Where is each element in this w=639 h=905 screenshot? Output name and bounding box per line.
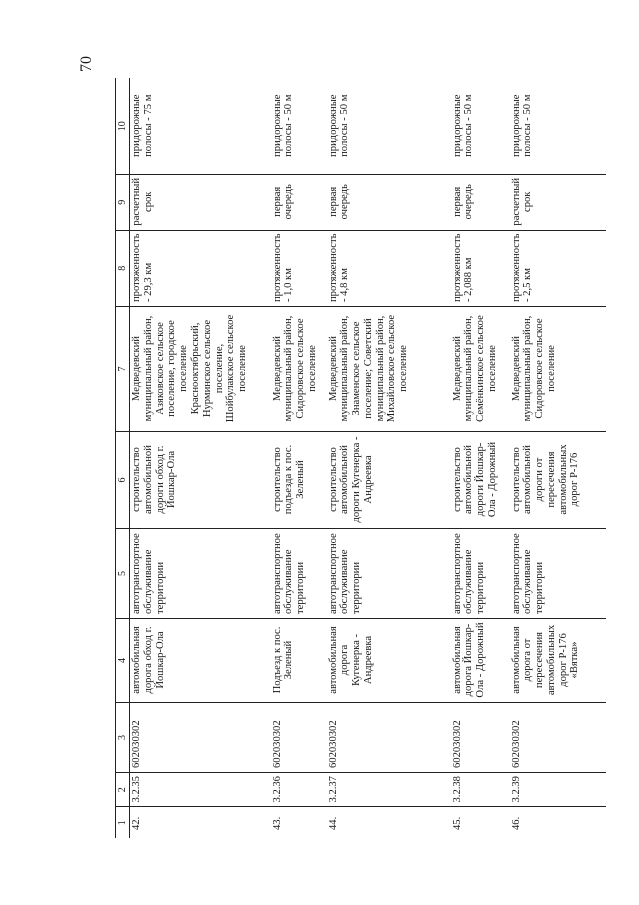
row-number: 44. bbox=[327, 816, 339, 830]
object-name: автомобильная дорога Кугенерка - Андреевка bbox=[327, 619, 451, 703]
implementation-term: расчетный срок bbox=[130, 174, 271, 230]
page-number: 70 bbox=[78, 56, 95, 72]
object-location: Медведевский муниципальный район, Азяковское сельское поселение, городское поселение Краснооктябрьский, Нурминское сельское поселение, Шойбулакское сельское поселение bbox=[130, 307, 271, 432]
object-purpose: автотранспортное обслуживание территории bbox=[130, 529, 271, 619]
okato-code: 602030302 bbox=[271, 703, 327, 773]
row-number: 43. bbox=[271, 816, 283, 830]
table-row bbox=[271, 78, 327, 838]
protection-zone: придорожные полосы - 50 м bbox=[327, 78, 451, 174]
object-location: Медведевский муниципальный район, Семёнкинское сельское поселение bbox=[451, 307, 510, 432]
work-description: строительство подъезда к пос. Зеленый bbox=[271, 432, 327, 529]
okato-code: 602030302 bbox=[510, 703, 606, 773]
item-code: 3.2.36 bbox=[271, 773, 327, 807]
table-row bbox=[510, 78, 606, 838]
item-code: 3.2.35 bbox=[130, 773, 271, 807]
protection-zone: придорожные полосы - 50 м bbox=[271, 78, 327, 174]
header-cell-6: 6 bbox=[116, 432, 130, 529]
protection-zone: придорожные полосы - 50 м bbox=[510, 78, 606, 174]
header-cell-7: 7 bbox=[116, 307, 130, 432]
header-cell-9: 9 bbox=[116, 174, 130, 230]
implementation-term: первая очередь bbox=[271, 174, 327, 230]
roads-table bbox=[115, 78, 606, 838]
object-purpose: автотранспортное обслуживание территории bbox=[327, 529, 451, 619]
header-cell-2: 2 bbox=[116, 773, 130, 807]
object-purpose: автотранспортное обслуживание территории bbox=[510, 529, 606, 619]
object-name: автомобильная дорога обход г. Йошкар-Ола bbox=[130, 619, 271, 703]
object-purpose: автотранспортное обслуживание территории bbox=[451, 529, 510, 619]
work-description: строительство автомобильной дороги от пересечения автомобильных дорог Р-176 bbox=[510, 432, 606, 529]
header-cell-10: 10 bbox=[116, 78, 130, 174]
table-row bbox=[327, 78, 451, 838]
okato-code: 602030302 bbox=[327, 703, 451, 773]
header-cell-8: 8 bbox=[116, 230, 130, 306]
protection-zone: придорожные полосы - 75 м bbox=[130, 78, 271, 174]
table-body bbox=[116, 78, 606, 838]
okato-code: 602030302 bbox=[451, 703, 510, 773]
protection-zone: придорожные полосы - 50 м bbox=[451, 78, 510, 174]
object-length: протяженность - 29,3 км bbox=[130, 230, 271, 306]
header-cell-5: 5 bbox=[116, 529, 130, 619]
object-length: протяженность - 4,8 км bbox=[327, 230, 451, 306]
implementation-term: первая очередь bbox=[327, 174, 451, 230]
row-number: 42. bbox=[131, 816, 142, 830]
table-header-row bbox=[116, 78, 130, 838]
object-name: Подъезд к пос. Зеленый bbox=[271, 619, 327, 703]
object-length: протяженность - 2,5 км bbox=[510, 230, 606, 306]
item-code: 3.2.37 bbox=[327, 773, 451, 807]
table-row bbox=[130, 78, 271, 838]
header-cell-3: 3 bbox=[116, 703, 130, 773]
row-number: 45. bbox=[451, 816, 463, 830]
implementation-term: первая очередь bbox=[451, 174, 510, 230]
object-location: Медведевский муниципальный район, Сидоровское сельское поселение bbox=[510, 307, 606, 432]
work-description: строительство автомобильной дороги Кугенерка - Андреевка bbox=[327, 432, 451, 529]
object-name: автомобильная дорога от пересечения автомобильных дорог Р-176 «Вятка» bbox=[510, 619, 606, 703]
table-row bbox=[451, 78, 510, 838]
object-length: протяженность - 1,0 км bbox=[271, 230, 327, 306]
work-description: строительство автомобильной дороги Йошкар-Ола - Дорожный bbox=[451, 432, 510, 529]
row-number: 46. bbox=[510, 816, 522, 830]
item-code: 3.2.39 bbox=[510, 773, 606, 807]
object-purpose: автотранспортное обслуживание территории bbox=[271, 529, 327, 619]
okato-code: 602030302 bbox=[130, 703, 271, 773]
object-location: Медведевский муниципальный район, Сидоровское сельское поселение bbox=[271, 307, 327, 432]
object-name: автомобильная дорога Йошкар-Ола - Дорожный bbox=[451, 619, 510, 703]
work-description: строительство автомобильной дороги обход г. Йошкар-Ола bbox=[130, 432, 271, 529]
header-cell-4: 4 bbox=[116, 619, 130, 703]
object-length: протяженность - 2,088 км bbox=[451, 230, 510, 306]
header-cell-1: 1 bbox=[116, 807, 130, 838]
item-code: 3.2.38 bbox=[451, 773, 510, 807]
object-location: Медведевский муниципальный район, Знаменское сельское поселение; Советский муниципальный район, Михайловское сельское поселение bbox=[327, 307, 451, 432]
implementation-term: расчетный срок bbox=[510, 174, 606, 230]
